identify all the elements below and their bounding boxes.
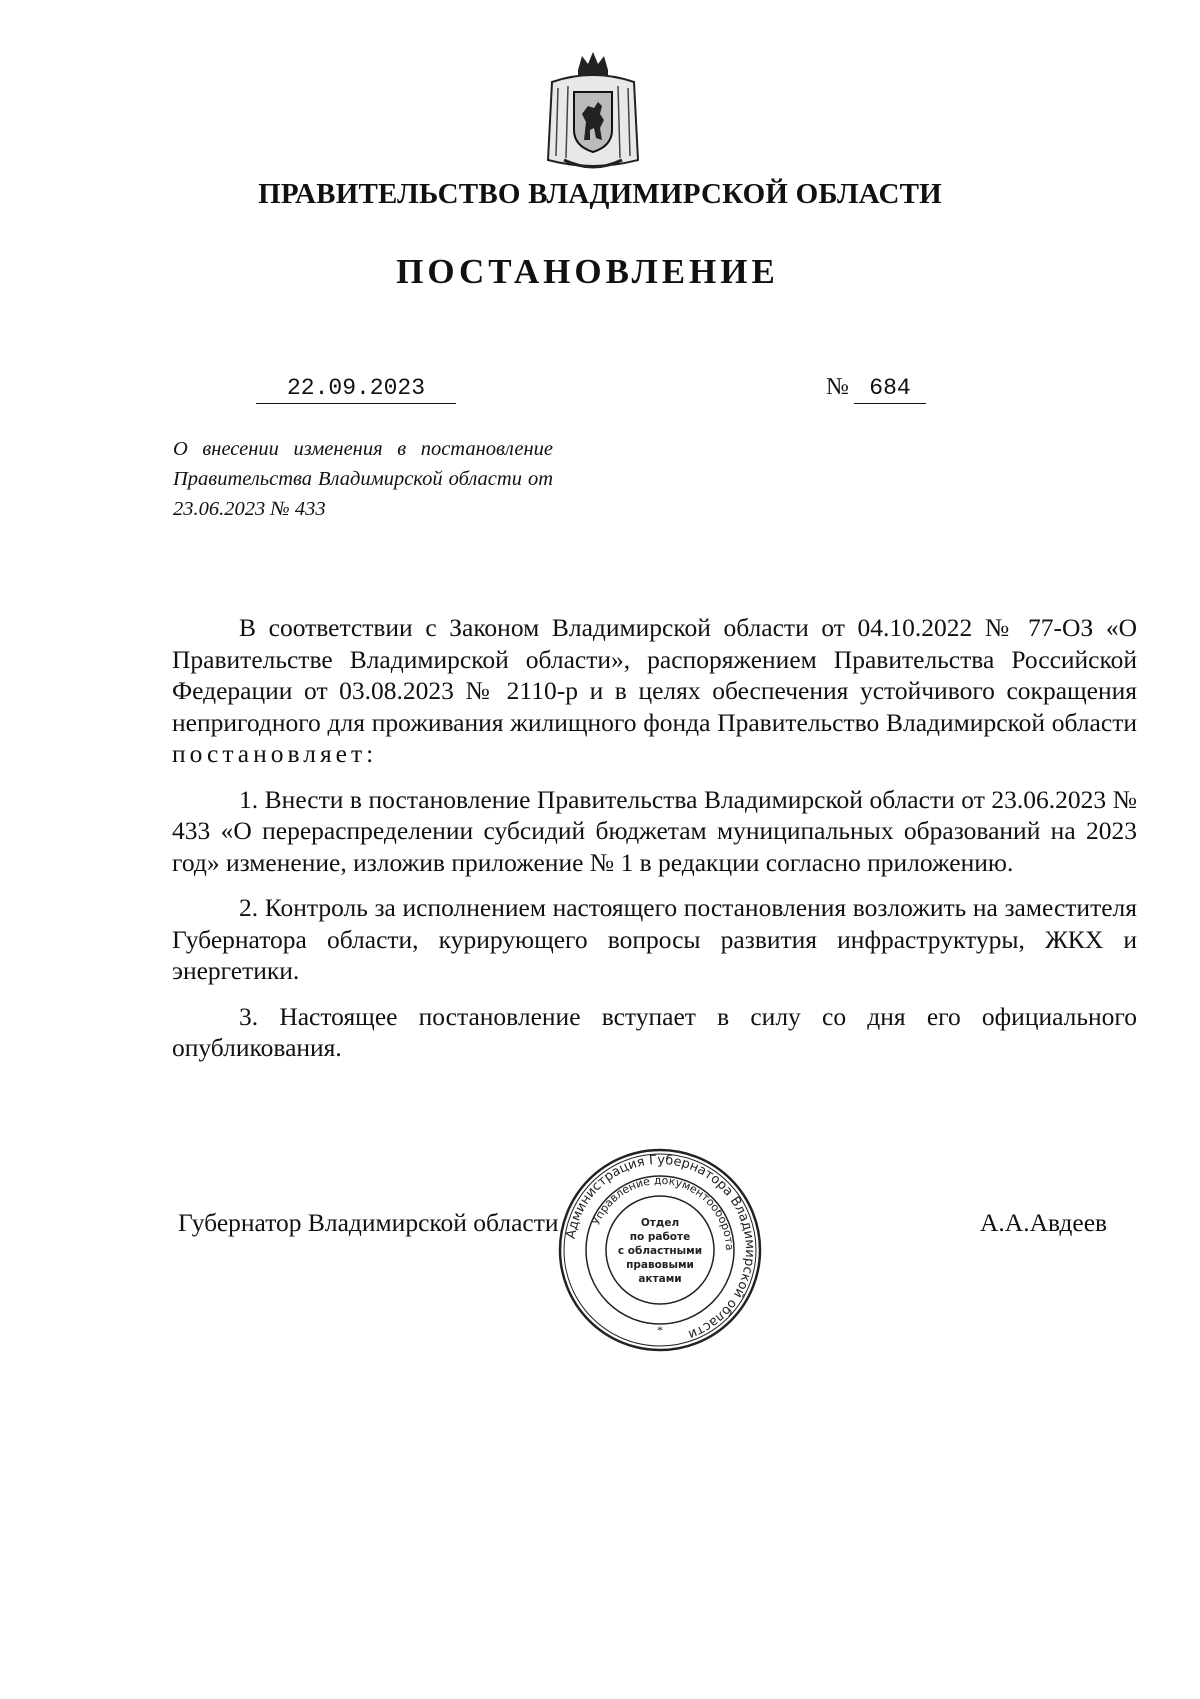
subject-line: 23.06.2023 № 433 bbox=[173, 498, 326, 520]
signatory-name: А.А.Авдеев bbox=[980, 1208, 1108, 1237]
organization-name: ПРАВИТЕЛЬСТВО ВЛАДИМИРСКОЙ ОБЛАСТИ bbox=[258, 178, 942, 210]
signatory-title: Губернатор Владимирской области bbox=[178, 1208, 559, 1237]
preamble-text: В соответствии с Законом Владимирской области от 04.10.2022 № 77-ОЗ «О Правительстве Владимирской области», распоряжением Правительства Российской Федерации от 03.08.2023 № 2110-р и в целях обеспечения устойчивого сокращения непригодного для проживания жилищного фонда Правительство Владимирской области bbox=[172, 613, 1137, 737]
subject-line: О внесении изменения bbox=[173, 438, 383, 460]
clause-3: 3. Настоящее постановление вступает в силу со дня его официального опубликования. bbox=[172, 1001, 1137, 1062]
stamp-inner-text: Управление документооборота bbox=[589, 1173, 737, 1251]
document-body bbox=[172, 612, 1137, 1078]
subject-line: Владимирской области от bbox=[318, 468, 554, 490]
number-label: № bbox=[826, 374, 849, 400]
clause-1: 1. Внести в постановление Правительства Владимирской области от 23.06.2023 № 433 «О перераспределении субсидий бюджетам муниципальных образований на 2023 год» изменение, изложив приложение № 1 в редакции согласно приложению. bbox=[172, 784, 1137, 877]
stamp-center-line: Отдел bbox=[640, 1217, 680, 1229]
stamp-center-line: с областными bbox=[617, 1245, 703, 1257]
stamp-center-line: актами bbox=[638, 1273, 682, 1285]
official-stamp bbox=[556, 1146, 764, 1354]
document-subject bbox=[173, 434, 553, 524]
decree-word: постановляет: bbox=[172, 739, 378, 768]
document-date: 22.09.2023 bbox=[256, 375, 456, 404]
clause-2: 2. Контроль за исполнением настоящего постановления возложить на заместителя Губернатора области, курирующего вопросы развития инфраструктуры, ЖКХ и энергетики. bbox=[172, 893, 1137, 985]
document-number: 684 bbox=[854, 375, 926, 404]
coat-of-arms-icon bbox=[538, 48, 648, 174]
stamp-outer-text: Администрация Губернатора Владимирской области bbox=[563, 1152, 758, 1342]
stamp-star-icon: * bbox=[657, 1323, 663, 1337]
stamp-center-line: правовыми bbox=[626, 1259, 694, 1271]
subject-line: в постановление Правительства bbox=[173, 438, 553, 490]
preamble-paragraph bbox=[172, 612, 1137, 770]
stamp-center-line: по работе bbox=[629, 1231, 691, 1243]
document-type: ПОСТАНОВЛЕНИЕ bbox=[396, 252, 779, 291]
